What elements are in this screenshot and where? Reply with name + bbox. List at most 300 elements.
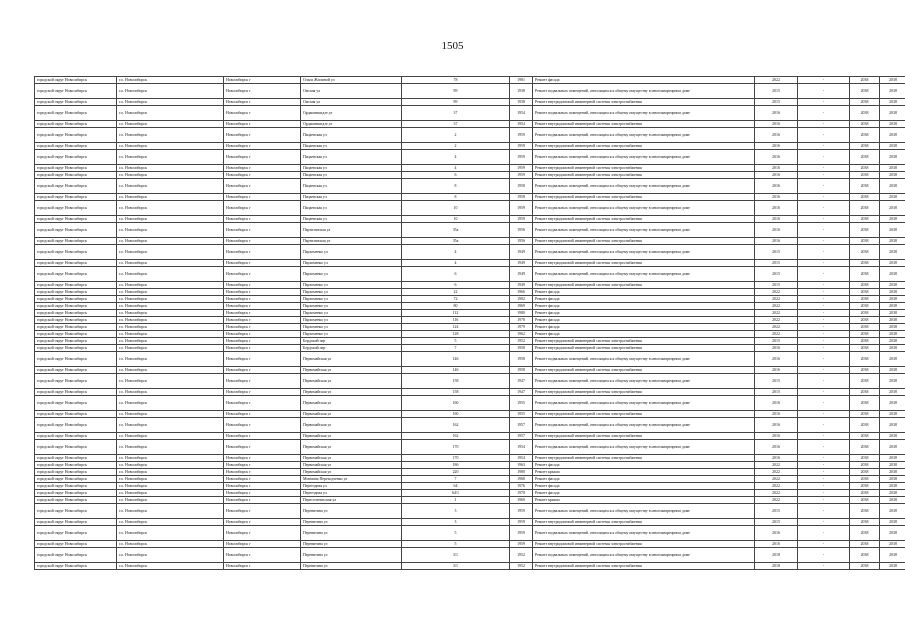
table-row: [35, 150, 905, 165]
house-number-cell: 37: [402, 121, 510, 128]
deadline-year-cell: 2038: [850, 238, 880, 245]
final-year-cell: 2038: [880, 374, 905, 389]
dash-cell: -: [798, 490, 850, 497]
final-year-cell: 2038: [880, 194, 905, 201]
planned-year-cell: 2022: [755, 497, 798, 504]
municipality-cell: городской округ Новосибирск: [35, 504, 117, 519]
city-district-cell: г.о. Новосибирск: [117, 106, 224, 121]
settlement-cell: Новосибирск г: [224, 433, 301, 440]
build-year-cell: 1956: [510, 223, 533, 238]
table-row: [35, 172, 905, 179]
table-row: [35, 411, 905, 418]
build-year-cell: 1954: [510, 106, 533, 121]
planned-year-cell: 2022: [755, 289, 798, 296]
municipality-cell: городской округ Новосибирск: [35, 418, 117, 433]
table-row: [35, 106, 905, 121]
planned-year-cell: 2022: [755, 310, 798, 317]
final-year-cell: 2038: [880, 310, 905, 317]
city-district-cell: г.о. Новосибирск: [117, 455, 224, 462]
work-type-cell: Ремонт подвальных помещений, относящихся к общему имуществу в многоквартирном доме: [533, 352, 755, 367]
planned-year-cell: 2022: [755, 324, 798, 331]
street-cell: Пархоменко ул: [301, 267, 402, 282]
table-row: [35, 490, 905, 497]
work-type-cell: Ремонт подвальных помещений, относящихся к общему имуществу в многоквартирном доме: [533, 128, 755, 143]
house-number-cell: 158: [402, 374, 510, 389]
settlement-cell: Новосибирск г: [224, 519, 301, 526]
city-district-cell: г.о. Новосибирск: [117, 289, 224, 296]
table-row: [35, 289, 905, 296]
final-year-cell: 2038: [880, 238, 905, 245]
dash-cell: -: [798, 260, 850, 267]
final-year-cell: 2038: [880, 367, 905, 374]
table-row: [35, 367, 905, 374]
municipality-cell: городской округ Новосибирск: [35, 490, 117, 497]
final-year-cell: 2038: [880, 352, 905, 367]
municipality-cell: городской округ Новосибирск: [35, 282, 117, 289]
planned-year-cell: 2016: [755, 179, 798, 194]
deadline-year-cell: 2038: [850, 440, 880, 455]
table-row: [35, 179, 905, 194]
municipality-cell: городской округ Новосибирск: [35, 179, 117, 194]
street-cell: Первомайская ул: [301, 418, 402, 433]
table-row: [35, 245, 905, 260]
municipality-cell: городской округ Новосибирск: [35, 541, 117, 548]
work-type-cell: Ремонт фасада: [533, 476, 755, 483]
street-cell: Первомайская ул: [301, 396, 402, 411]
work-type-cell: Ремонт фасада: [533, 77, 755, 84]
dash-cell: -: [798, 99, 850, 106]
planned-year-cell: 2022: [755, 303, 798, 310]
house-number-cell: 3: [402, 519, 510, 526]
work-type-cell: Ремонт внутридомовой инженерной системы электроснабжения: [533, 194, 755, 201]
settlement-cell: Новосибирск г: [224, 289, 301, 296]
dash-cell: -: [798, 411, 850, 418]
municipality-cell: городской округ Новосибирск: [35, 245, 117, 260]
city-district-cell: г.о. Новосибирск: [117, 194, 224, 201]
final-year-cell: 2038: [880, 519, 905, 526]
planned-year-cell: 2022: [755, 476, 798, 483]
municipality-cell: городской округ Новосибирск: [35, 296, 117, 303]
build-year-cell: 1979: [510, 324, 533, 331]
settlement-cell: Новосибирск г: [224, 165, 301, 172]
street-cell: Партизанская ул: [301, 223, 402, 238]
dash-cell: -: [798, 374, 850, 389]
deadline-year-cell: 2038: [850, 389, 880, 396]
final-year-cell: 2038: [880, 548, 905, 563]
settlement-cell: Новосибирск г: [224, 389, 301, 396]
municipality-cell: городской округ Новосибирск: [35, 317, 117, 324]
municipality-cell: городской округ Новосибирск: [35, 462, 117, 469]
settlement-cell: Новосибирск г: [224, 121, 301, 128]
final-year-cell: 2038: [880, 440, 905, 455]
house-number-cell: 7: [402, 345, 510, 352]
city-district-cell: г.о. Новосибирск: [117, 260, 224, 267]
settlement-cell: Новосибирск г: [224, 469, 301, 476]
city-district-cell: г.о. Новосибирск: [117, 77, 224, 84]
dash-cell: -: [798, 77, 850, 84]
work-type-cell: Ремонт внутридомовой инженерной системы электроснабжения: [533, 338, 755, 345]
street-cell: Омская ул: [301, 99, 402, 106]
work-type-cell: Ремонт подвальных помещений, относящихся к общему имуществу в многоквартирном доме: [533, 245, 755, 260]
work-type-cell: Ремонт подвальных помещений, относящихся к общему имуществу в многоквартирном доме: [533, 418, 755, 433]
dash-cell: -: [798, 238, 850, 245]
city-district-cell: г.о. Новосибирск: [117, 223, 224, 238]
house-number-cell: 146: [402, 352, 510, 367]
city-district-cell: г.о. Новосибирск: [117, 497, 224, 504]
municipality-cell: городской округ Новосибирск: [35, 389, 117, 396]
work-type-cell: Ремонт фасада: [533, 289, 755, 296]
settlement-cell: Новосибирск г: [224, 179, 301, 194]
settlement-cell: Новосибирск г: [224, 84, 301, 99]
table-row: [35, 121, 905, 128]
table-row: [35, 541, 905, 548]
work-type-cell: Ремонт подвальных помещений, относящихся к общему имуществу в многоквартирном доме: [533, 374, 755, 389]
municipality-cell: городской округ Новосибирск: [35, 216, 117, 223]
city-district-cell: г.о. Новосибирск: [117, 389, 224, 396]
street-cell: Пацаевская ул: [301, 201, 402, 216]
deadline-year-cell: 2038: [850, 77, 880, 84]
municipality-cell: городской округ Новосибирск: [35, 150, 117, 165]
table-row: [35, 260, 905, 267]
city-district-cell: г.о. Новосибирск: [117, 310, 224, 317]
table-row: [35, 440, 905, 455]
settlement-cell: Новосибирск г: [224, 172, 301, 179]
municipality-cell: городской округ Новосибирск: [35, 411, 117, 418]
city-district-cell: г.о. Новосибирск: [117, 172, 224, 179]
street-cell: Бердский пер: [301, 345, 402, 352]
final-year-cell: 2038: [880, 201, 905, 216]
work-type-cell: Ремонт внутридомовой инженерной системы электроснабжения: [533, 238, 755, 245]
city-district-cell: г.о. Новосибирск: [117, 504, 224, 519]
dash-cell: -: [798, 296, 850, 303]
dash-cell: -: [798, 282, 850, 289]
settlement-cell: Новосибирск г: [224, 504, 301, 519]
capital-repair-table: [34, 76, 905, 570]
deadline-year-cell: 2038: [850, 303, 880, 310]
house-number-cell: 10: [402, 201, 510, 216]
build-year-cell: 1955: [510, 396, 533, 411]
house-number-cell: 89: [402, 84, 510, 99]
dash-cell: -: [798, 223, 850, 238]
final-year-cell: 2038: [880, 106, 905, 121]
build-year-cell: 1954: [510, 455, 533, 462]
work-type-cell: Ремонт фасада: [533, 324, 755, 331]
city-district-cell: г.о. Новосибирск: [117, 374, 224, 389]
table-row: [35, 469, 905, 476]
table-row: [35, 563, 905, 570]
house-number-cell: 4: [402, 260, 510, 267]
house-number-cell: 186: [402, 462, 510, 469]
page-number: 1505: [441, 40, 464, 52]
settlement-cell: Новосибирск г: [224, 526, 301, 541]
city-district-cell: г.о. Новосибирск: [117, 440, 224, 455]
settlement-cell: Новосибирск г: [224, 418, 301, 433]
house-number-cell: 170: [402, 455, 510, 462]
settlement-cell: Новосибирск г: [224, 143, 301, 150]
planned-year-cell: 2015: [755, 504, 798, 519]
deadline-year-cell: 2038: [850, 84, 880, 99]
settlement-cell: Новосибирск г: [224, 490, 301, 497]
build-year-cell: 1957: [510, 433, 533, 440]
work-type-cell: Ремонт подвальных помещений, относящихся к общему имуществу в многоквартирном доме: [533, 150, 755, 165]
dash-cell: -: [798, 303, 850, 310]
final-year-cell: 2038: [880, 469, 905, 476]
work-type-cell: Ремонт внутридомовой инженерной системы электроснабжения: [533, 367, 755, 374]
house-number-cell: 37: [402, 106, 510, 121]
house-number-cell: 8: [402, 179, 510, 194]
settlement-cell: Новосибирск г: [224, 106, 301, 121]
planned-year-cell: 2016: [755, 352, 798, 367]
dash-cell: -: [798, 563, 850, 570]
work-type-cell: Ремонт подвальных помещений, относящихся к общему имуществу в многоквартирном доме: [533, 84, 755, 99]
deadline-year-cell: 2038: [850, 106, 880, 121]
settlement-cell: Новосибирск г: [224, 223, 301, 238]
settlement-cell: Новосибирск г: [224, 317, 301, 324]
house-number-cell: 35а: [402, 223, 510, 238]
house-number-cell: 35а: [402, 238, 510, 245]
table-row: [35, 216, 905, 223]
street-cell: Пацаевская ул: [301, 194, 402, 201]
deadline-year-cell: 2038: [850, 455, 880, 462]
planned-year-cell: 2022: [755, 317, 798, 324]
build-year-cell: 1958: [510, 179, 533, 194]
house-number-cell: 5: [402, 338, 510, 345]
house-number-cell: 6: [402, 172, 510, 179]
city-district-cell: г.о. Новосибирск: [117, 179, 224, 194]
municipality-cell: городской округ Новосибирск: [35, 303, 117, 310]
build-year-cell: 1960: [510, 497, 533, 504]
dash-cell: -: [798, 216, 850, 223]
planned-year-cell: 2016: [755, 367, 798, 374]
build-year-cell: 1957: [510, 418, 533, 433]
settlement-cell: Новосибирск г: [224, 331, 301, 338]
planned-year-cell: 2016: [755, 150, 798, 165]
work-type-cell: Ремонт подвальных помещений, относящихся к общему имуществу в многоквартирном доме: [533, 526, 755, 541]
house-number-cell: 1: [402, 497, 510, 504]
table-row: [35, 282, 905, 289]
planned-year-cell: 2016: [755, 440, 798, 455]
municipality-cell: городской округ Новосибирск: [35, 201, 117, 216]
dash-cell: -: [798, 317, 850, 324]
city-district-cell: г.о. Новосибирск: [117, 324, 224, 331]
final-year-cell: 2038: [880, 462, 905, 469]
build-year-cell: 1968: [510, 476, 533, 483]
dash-cell: -: [798, 462, 850, 469]
planned-year-cell: 2016: [755, 411, 798, 418]
work-type-cell: Ремонт внутридомовой инженерной системы электроснабжения: [533, 172, 755, 179]
planned-year-cell: 2016: [755, 194, 798, 201]
deadline-year-cell: 2038: [850, 433, 880, 440]
street-cell: Перевитина ул: [301, 526, 402, 541]
city-district-cell: г.о. Новосибирск: [117, 462, 224, 469]
street-cell: Орджоникидзе ул: [301, 121, 402, 128]
deadline-year-cell: 2038: [850, 216, 880, 223]
street-cell: Бердский пер: [301, 338, 402, 345]
build-year-cell: 1959: [510, 143, 533, 150]
deadline-year-cell: 2038: [850, 289, 880, 296]
build-year-cell: 1949: [510, 282, 533, 289]
dash-cell: -: [798, 143, 850, 150]
table-row: [35, 77, 905, 84]
city-district-cell: г.о. Новосибирск: [117, 143, 224, 150]
dash-cell: -: [798, 367, 850, 374]
house-number-cell: 22: [402, 289, 510, 296]
planned-year-cell: 2016: [755, 433, 798, 440]
final-year-cell: 2038: [880, 411, 905, 418]
deadline-year-cell: 2038: [850, 374, 880, 389]
build-year-cell: 1982: [510, 296, 533, 303]
deadline-year-cell: 2038: [850, 469, 880, 476]
table-row: [35, 84, 905, 99]
deadline-year-cell: 2038: [850, 245, 880, 260]
settlement-cell: Новосибирск г: [224, 194, 301, 201]
deadline-year-cell: 2038: [850, 331, 880, 338]
street-cell: Первомайская ул: [301, 389, 402, 396]
dash-cell: -: [798, 331, 850, 338]
dash-cell: -: [798, 150, 850, 165]
final-year-cell: 2038: [880, 563, 905, 570]
street-cell: Переездная ул: [301, 490, 402, 497]
deadline-year-cell: 2038: [850, 418, 880, 433]
house-number-cell: 3/1: [402, 563, 510, 570]
planned-year-cell: 2016: [755, 541, 798, 548]
work-type-cell: Ремонт подвальных помещений, относящихся к общему имуществу в многоквартирном доме: [533, 106, 755, 121]
house-number-cell: 2: [402, 143, 510, 150]
dash-cell: -: [798, 310, 850, 317]
deadline-year-cell: 2038: [850, 317, 880, 324]
table-row: [35, 476, 905, 483]
house-number-cell: 124: [402, 324, 510, 331]
build-year-cell: 1959: [510, 216, 533, 223]
street-cell: Переселенческая ул: [301, 497, 402, 504]
settlement-cell: Новосибирск г: [224, 497, 301, 504]
dash-cell: -: [798, 194, 850, 201]
final-year-cell: 2038: [880, 490, 905, 497]
settlement-cell: Новосибирск г: [224, 310, 301, 317]
dash-cell: -: [798, 84, 850, 99]
city-district-cell: г.о. Новосибирск: [117, 411, 224, 418]
work-type-cell: Ремонт внутридомовой инженерной системы электроснабжения: [533, 455, 755, 462]
planned-year-cell: 2022: [755, 331, 798, 338]
table-row: [35, 165, 905, 172]
work-type-cell: Ремонт подвальных помещений, относящихся к общему имуществу в многоквартирном доме: [533, 201, 755, 216]
street-cell: Первомайская ул: [301, 469, 402, 476]
table-row: [35, 433, 905, 440]
table-row: [35, 504, 905, 519]
house-number-cell: 162: [402, 418, 510, 433]
municipality-cell: городской округ Новосибирск: [35, 497, 117, 504]
city-district-cell: г.о. Новосибирск: [117, 345, 224, 352]
municipality-cell: городской округ Новосибирск: [35, 267, 117, 282]
street-cell: Пацаевская ул: [301, 150, 402, 165]
build-year-cell: 1958: [510, 194, 533, 201]
street-cell: Первомайская ул: [301, 462, 402, 469]
dash-cell: -: [798, 324, 850, 331]
deadline-year-cell: 2038: [850, 128, 880, 143]
house-number-cell: 128: [402, 331, 510, 338]
build-year-cell: 1966: [510, 289, 533, 296]
dash-cell: -: [798, 245, 850, 260]
deadline-year-cell: 2038: [850, 548, 880, 563]
planned-year-cell: 2016: [755, 165, 798, 172]
street-cell: Пархоменко ул: [301, 310, 402, 317]
settlement-cell: Новосибирск г: [224, 367, 301, 374]
city-district-cell: г.о. Новосибирск: [117, 216, 224, 223]
city-district-cell: г.о. Новосибирск: [117, 296, 224, 303]
final-year-cell: 2038: [880, 497, 905, 504]
dash-cell: -: [798, 476, 850, 483]
table-row: [35, 519, 905, 526]
table-row: [35, 303, 905, 310]
street-cell: Пацаевская ул: [301, 216, 402, 223]
settlement-cell: Новосибирск г: [224, 440, 301, 455]
settlement-cell: Новосибирск г: [224, 77, 301, 84]
dash-cell: -: [798, 526, 850, 541]
work-type-cell: Ремонт подвальных помещений, относящихся к общему имуществу в многоквартирном доме: [533, 179, 755, 194]
planned-year-cell: 2022: [755, 462, 798, 469]
municipality-cell: городской округ Новосибирск: [35, 519, 117, 526]
city-district-cell: г.о. Новосибирск: [117, 469, 224, 476]
work-type-cell: Ремонт фасада: [533, 331, 755, 338]
planned-year-cell: 2016: [755, 418, 798, 433]
table-row: [35, 497, 905, 504]
municipality-cell: городской округ Новосибирск: [35, 106, 117, 121]
house-number-cell: 78: [402, 77, 510, 84]
build-year-cell: 1938: [510, 99, 533, 106]
settlement-cell: Новосибирск г: [224, 345, 301, 352]
municipality-cell: городской округ Новосибирск: [35, 165, 117, 172]
planned-year-cell: 2016: [755, 345, 798, 352]
build-year-cell: 1959: [510, 519, 533, 526]
dash-cell: -: [798, 519, 850, 526]
municipality-cell: городской округ Новосибирск: [35, 223, 117, 238]
dash-cell: -: [798, 440, 850, 455]
house-number-cell: 116: [402, 317, 510, 324]
final-year-cell: 2038: [880, 223, 905, 238]
city-district-cell: г.о. Новосибирск: [117, 201, 224, 216]
city-district-cell: г.о. Новосибирск: [117, 267, 224, 282]
dash-cell: -: [798, 121, 850, 128]
final-year-cell: 2038: [880, 77, 905, 84]
final-year-cell: 2038: [880, 303, 905, 310]
house-number-cell: 4: [402, 245, 510, 260]
deadline-year-cell: 2038: [850, 143, 880, 150]
final-year-cell: 2038: [880, 476, 905, 483]
house-number-cell: 4: [402, 150, 510, 165]
work-type-cell: Ремонт внутридомовой инженерной системы электроснабжения: [533, 143, 755, 150]
final-year-cell: 2038: [880, 121, 905, 128]
street-cell: Переездная ул: [301, 483, 402, 490]
final-year-cell: 2038: [880, 324, 905, 331]
street-cell: Перевитина ул: [301, 548, 402, 563]
house-number-cell: 10: [402, 216, 510, 223]
house-number-cell: 80: [402, 303, 510, 310]
build-year-cell: 1958: [510, 352, 533, 367]
house-number-cell: 6: [402, 282, 510, 289]
settlement-cell: Новосибирск г: [224, 541, 301, 548]
planned-year-cell: 2015: [755, 245, 798, 260]
settlement-cell: Новосибирск г: [224, 462, 301, 469]
work-type-cell: Ремонт внутридомовой инженерной системы электроснабжения: [533, 541, 755, 548]
work-type-cell: Ремонт внутридомовой инженерной системы электроснабжения: [533, 165, 755, 172]
settlement-cell: Новосибирск г: [224, 352, 301, 367]
planned-year-cell: 2015: [755, 338, 798, 345]
final-year-cell: 2038: [880, 267, 905, 282]
settlement-cell: Новосибирск г: [224, 455, 301, 462]
city-district-cell: г.о. Новосибирск: [117, 541, 224, 548]
work-type-cell: Ремонт внутридомовой инженерной системы электроснабжения: [533, 519, 755, 526]
work-type-cell: Ремонт внутридомовой инженерной системы электроснабжения: [533, 389, 755, 396]
